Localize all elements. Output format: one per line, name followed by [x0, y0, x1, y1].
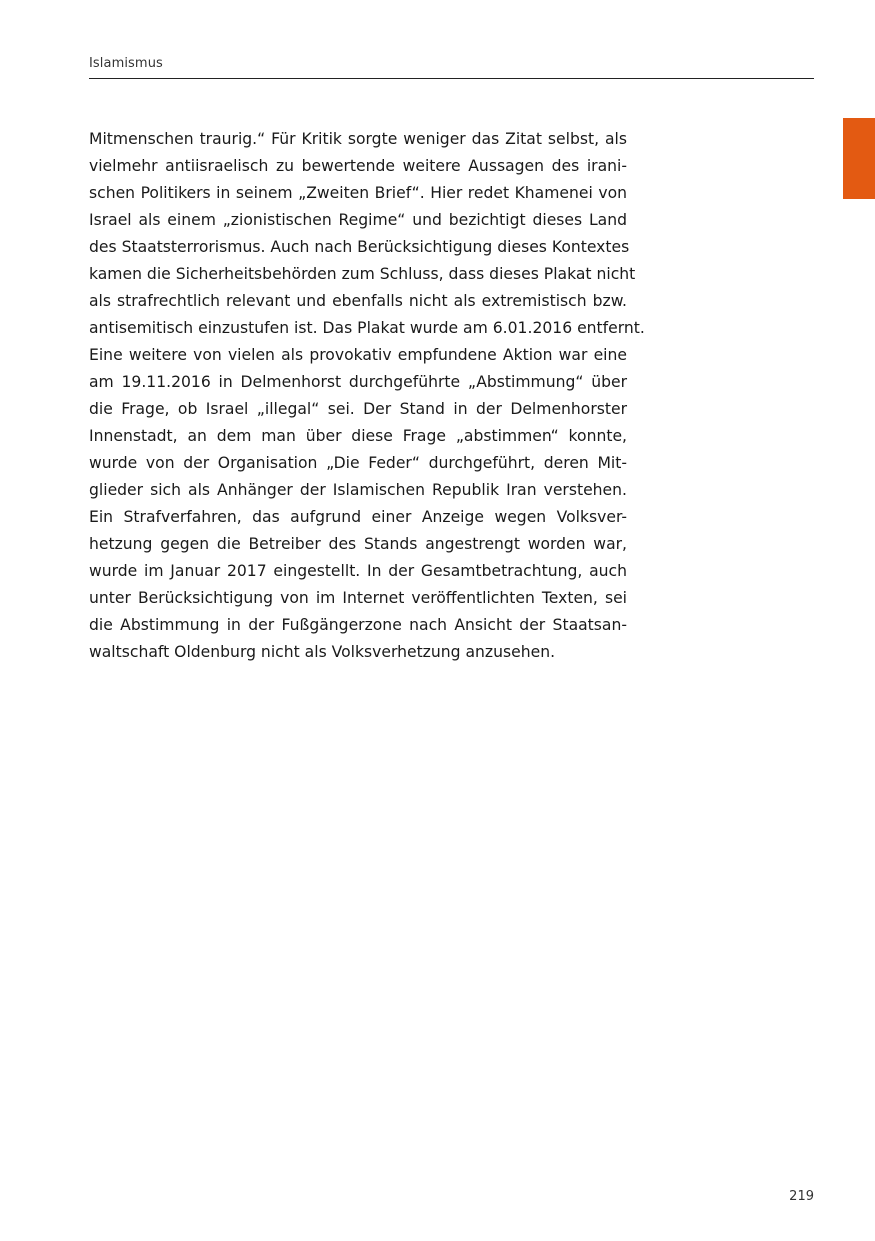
text-line: wurde im Januar 2017 eingestellt. In der Gesamtbetrachtung, auch [89, 562, 627, 580]
text-line: unter Berücksichtigung von im Internet veröffentlichten Texten, sei [89, 589, 627, 607]
text-line: kamen die Sicherheitsbehörden zum Schluss, dass dieses Plakat nicht [89, 265, 636, 283]
text-line: die Frage, ob Israel „illegal“ sei. Der Stand in der Delmenhorster [89, 400, 627, 418]
text-line: Israel als einem „zionistischen Regime“ und bezichtigt dieses Land [89, 211, 627, 229]
body-paragraph [89, 126, 645, 666]
text-line: am 19.11.2016 in Delmenhorst durchgeführte „Abstimmung“ über [89, 373, 627, 391]
text-line: die Abstimmung in der Fußgängerzone nach Ansicht der Staatsan- [89, 616, 627, 634]
text-line: als strafrechtlich relevant und ebenfalls nicht als extremistisch bzw. [89, 292, 627, 310]
chapter-marker-tab [843, 118, 875, 199]
text-line: waltschaft Oldenburg nicht als Volksverhetzung anzusehen. [89, 643, 556, 661]
text-line: Ein Strafverfahren, das aufgrund einer Anzeige wegen Volksver- [89, 508, 627, 526]
text-line: Mitmenschen traurig.“ Für Kritik sorgte weniger das Zitat selbst, als [89, 130, 627, 148]
text-line: des Staatsterrorismus. Auch nach Berücksichtigung dieses Kontextes [89, 238, 630, 256]
text-line: Eine weitere von vielen als provokativ empfundene Aktion war eine [89, 346, 627, 364]
text-line: schen Politikers in seinem „Zweiten Brief“. Hier redet Khamenei von [89, 184, 627, 202]
text-line: hetzung gegen die Betreiber des Stands angestrengt worden war, [89, 535, 627, 553]
text-line: antisemitisch einzustufen ist. Das Plakat wurde am 6.01.2016 entfernt. [89, 319, 645, 337]
page-number: 219 [789, 1189, 814, 1204]
text-line: wurde von der Organisation „Die Feder“ durchgeführt, deren Mit- [89, 454, 627, 472]
header-divider [89, 78, 814, 79]
running-header-title: Islamismus [89, 56, 163, 71]
text-line: glieder sich als Anhänger der Islamischen Republik Iran verstehen. [89, 481, 627, 499]
text-line: vielmehr antiisraelisch zu bewertende weitere Aussagen des irani- [89, 157, 627, 175]
text-line: Innenstadt, an dem man über diese Frage „abstimmen“ konnte, [89, 427, 627, 445]
